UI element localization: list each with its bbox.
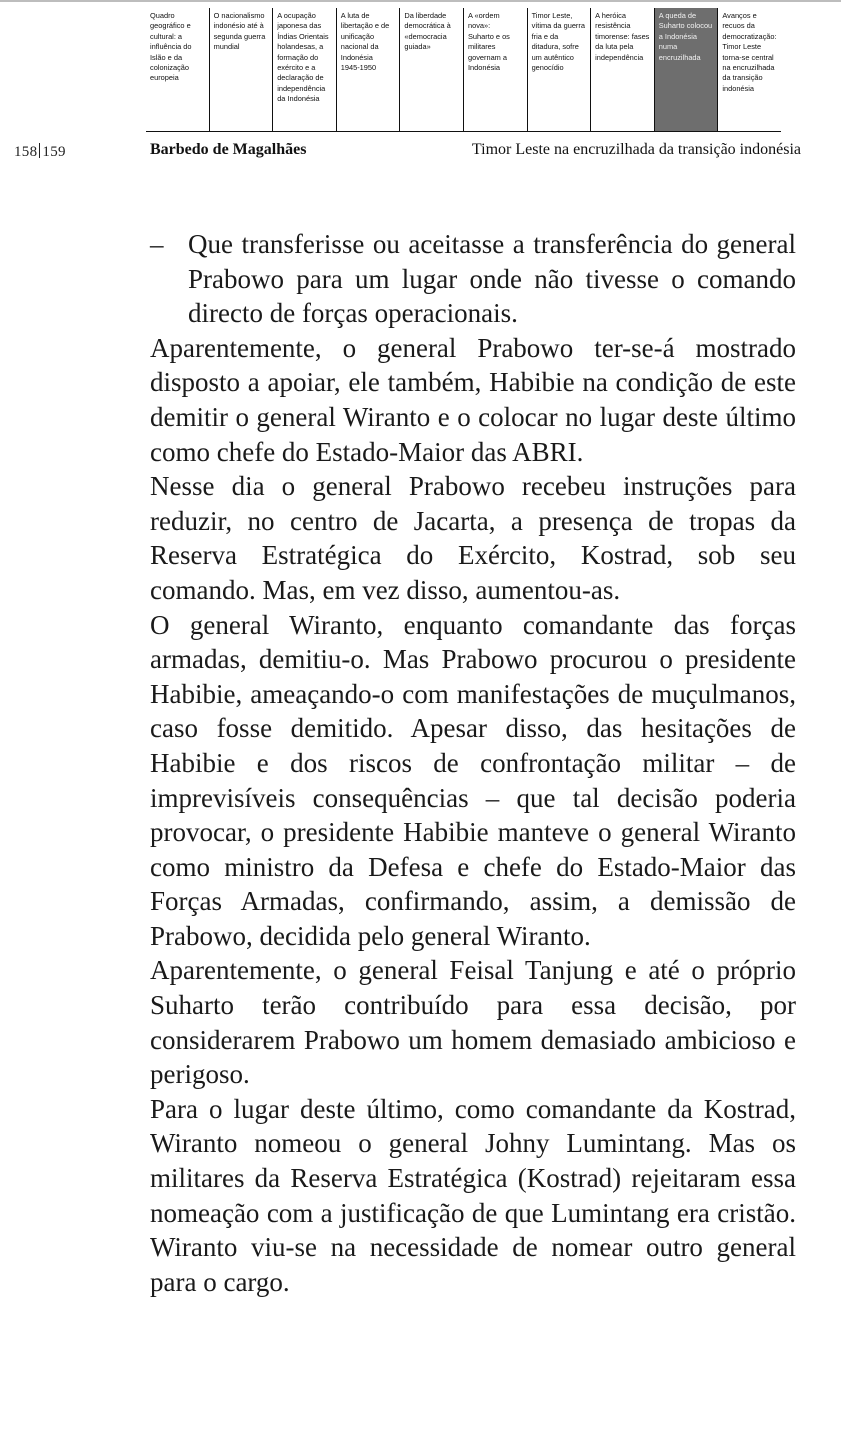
paragraph-2: Nesse dia o general Prabowo recebeu instruções para reduzir, no centro de Jacarta, a presença de tropas da Reserva Estratégica do Exército, Kostrad, sob seu comando. Mas, em vez disso, aumentou-as. — [150, 471, 796, 605]
running-head-author: Barbedo de Magalhães — [150, 141, 307, 158]
dash-item-text: Que transferisse ou aceitasse a transferência do general Prabowo para um lugar onde não tivesse o comando directo de forças operacionais. — [188, 229, 796, 329]
chapter-cell-5: Da liberdade democrática à «democracia guiada» — [399, 8, 463, 131]
chapter-cell-6: A «ordem nova»: Suharto e os militares governam a Indonésia — [463, 8, 527, 131]
paragraph-4: Aparentemente, o general Feisal Tanjung e até o próprio Suharto terão contribuído para essa decisão, por considerarem Prabowo um homem demasiado ambicioso e perigoso. — [150, 955, 796, 1090]
body-text — [150, 227, 796, 1299]
paragraph-3: O general Wiranto, enquanto comandante das forças armadas, demitiu-o. Mas Prabowo procurou o presidente Habibie, ameaçando-o com manifestações de muçulmanos, caso fosse demitido. Apesar disso, das hesitações de Habibie e dos riscos de confrontação militar – de imprevisíveis consequências – que tal decisão poderia provocar, o presidente Habibie manteve o general Wiranto como ministro da Defesa e chefe do Estado-Maior das Forças Armadas, confirmando, assim, a demissão de Prabowo, decidida pelo general Wiranto. — [150, 609, 796, 951]
page-number-left: 158 — [14, 144, 38, 160]
chapter-cell-8: A heróica resistência timorense: fases da luta pela independência — [590, 8, 654, 131]
top-rule — [0, 0, 841, 2]
page-number-right: 159 — [42, 144, 66, 160]
chapter-cell-10: Avanços e recuos da democratização: Timor Leste torna-se central na encruzilhada da transição indonésia — [717, 8, 781, 131]
chapter-navigation-table — [146, 8, 781, 132]
chapter-cell-9-current: A queda de Suharto colocou a Indonésia numa encruzilhada — [654, 8, 718, 131]
paragraph-1: Aparentemente, o general Prabowo ter-se-á mostrado disposto a apoiar, ele também, Habibie na condição de este demitir o general Wiranto e o colocar no lugar deste último como chefe do Estado-Maior das ABRI. — [150, 332, 796, 467]
chapter-cell-7: Timor Leste, vítima da guerra fria e da ditadura, sofre um autêntico genocídio — [527, 8, 591, 131]
chapter-cell-1: Quadro geográfico e cultural: a influência do Islão e da colonização europeia — [150, 11, 192, 83]
chapter-cell-3: A ocupação japonesa das Índias Orientais holandesas, a formação do exército e a declaração de independência da Indonésia — [272, 8, 336, 131]
running-head-title: Timor Leste na encruzilhada da transição indonésia — [471, 141, 801, 158]
chapter-cell-4: A luta de libertação e de unificação nacional da Indonésia 1945-1950 — [336, 8, 400, 131]
chapter-cell-2: O nacionalismo indonésio até à segunda guerra mundial — [209, 8, 273, 131]
page-numbers — [14, 143, 66, 161]
paragraph-5: Para o lugar deste último, como comandante da Kostrad, Wiranto nomeou o general Johny Lumintang. Mas os militares da Reserva Estratégica (Kostrad) rejeitaram essa nomeação com a justificação de que Lumintang era cristão. Wiranto viu-se na necessidade de nomear outro general para o cargo. — [150, 1093, 796, 1297]
dash-list-item — [150, 227, 796, 331]
dash-marker: – — [150, 229, 164, 259]
folio-separator — [39, 143, 40, 158]
